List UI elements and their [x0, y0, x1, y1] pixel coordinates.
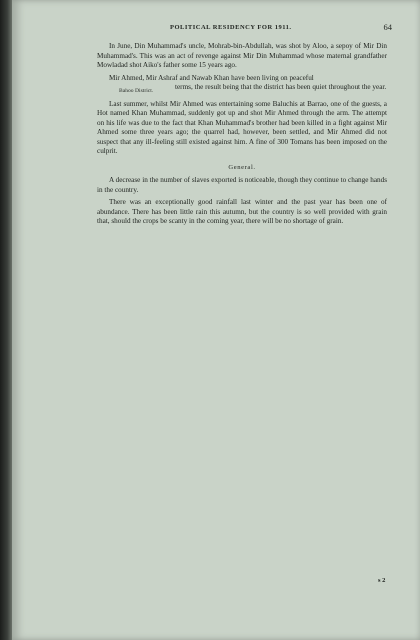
paragraph-5: There was an exceptionally good rainfall last winter and the past year has been one of abundance. There has been little rain this autumn, but the country is so well provided with grain that, should the crops be scanty in the coming year, there will be no shortage of grain. [97, 198, 387, 225]
paragraph-4: A decrease in the number of slaves exported is noticeable, though they continue to change hands in the country. [97, 176, 387, 194]
paragraph-2 [97, 74, 387, 97]
marginal-note: Bahoo District. [119, 88, 154, 94]
body-text [97, 42, 387, 230]
page-binding-edge [0, 0, 12, 640]
paragraph-1: In June, Din Muhammad's uncle, Mohrab-bin-Abdullah, was shot by Aloo, a sepoy of Mir Din Muhammad's. This was an act of revenge against Mir Din Muhammad whose maternal grandfather Mowladad shot Aiko's father some 15 years ago. [97, 42, 387, 69]
section-heading: General. [228, 163, 256, 171]
page-header [96, 24, 396, 36]
page-number: 64 [383, 22, 392, 32]
paragraph-2-first-line: Mir Ahmed, Mir Ashraf and Nawab Khan have been living on peaceful [109, 73, 314, 82]
running-head: POLITICAL RESIDENCY FOR 1911. [170, 24, 292, 31]
paragraph-3: Last summer, whilst Mir Ahmed was entertaining some Baluchis at Barrao, one of the guests, a Hot named Khan Muhammad, suddenly got up and shot Mir Ahmed through the arm. The attempt on his life was due to the fact that Khan Muhammad's brother had been killed in a fight against Mir Ahmed some three years ago; the quarrel had, however, been settled, and Mir Ahmed did not suspect that any ill-feeling still existed against him. A fine of 300 Tomans has been imposed on the culprit. [97, 99, 387, 155]
paragraph-2-rest: terms, the result being that the district has been quiet throughout the year. [175, 83, 387, 91]
signature-mark: s 2 [378, 577, 386, 584]
